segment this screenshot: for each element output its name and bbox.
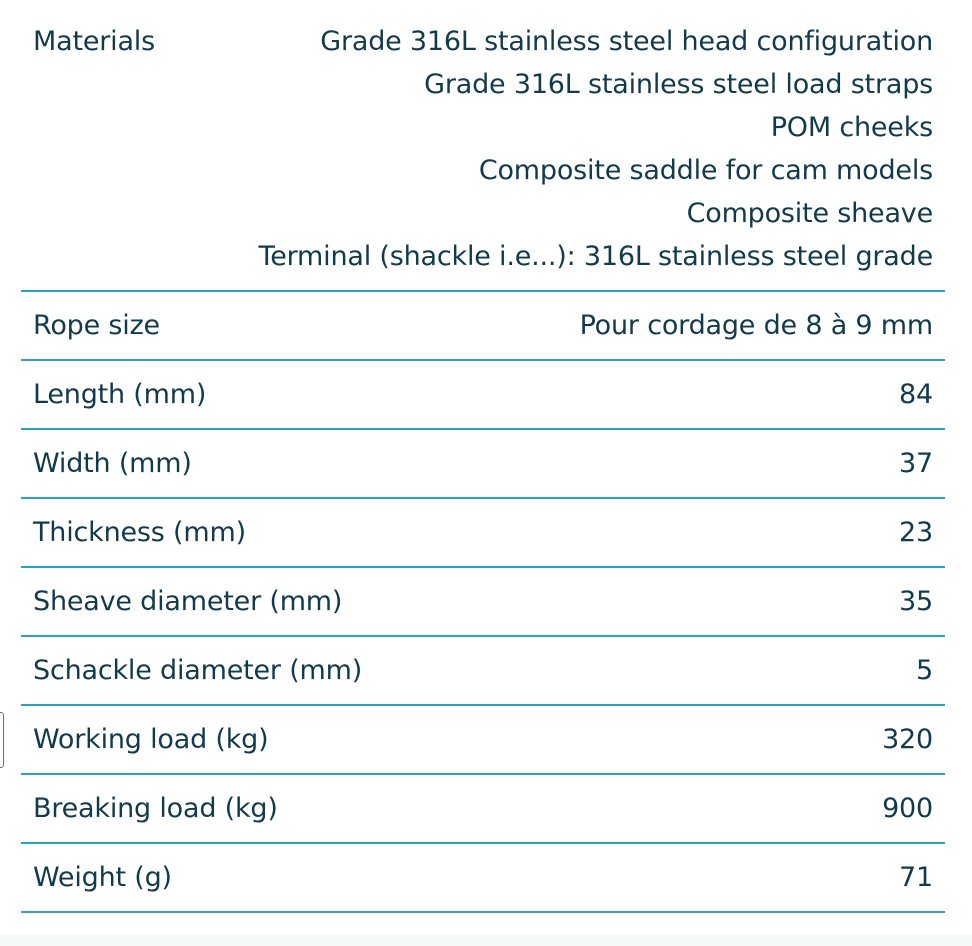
material-line: Composite sheave [686, 198, 933, 229]
material-line: Grade 316L stainless steel head configuration [320, 26, 933, 57]
material-line: Terminal (shackle i.e...): 316L stainless steel grade [258, 241, 933, 272]
spec-row-shackle-diameter [21, 637, 945, 706]
material-line: Grade 316L stainless steel load straps [424, 69, 933, 100]
spec-row-materials [21, 0, 945, 292]
spec-label: Weight (g) [33, 862, 172, 893]
spec-row-length [21, 361, 945, 430]
left-edge-tab[interactable] [0, 712, 4, 768]
spec-value: 23 [899, 517, 933, 548]
spec-value: 900 [882, 793, 933, 824]
spec-value: 84 [899, 379, 933, 410]
material-line: Composite saddle for cam models [478, 155, 933, 186]
spec-label: Working load (kg) [33, 724, 269, 755]
spec-row-width [21, 430, 945, 499]
spec-label: Schackle diameter (mm) [33, 655, 363, 686]
material-line: POM cheeks [770, 112, 933, 143]
page-footer-strip [0, 935, 972, 946]
specifications-table [21, 0, 945, 913]
spec-label: Sheave diameter (mm) [33, 586, 343, 617]
spec-value: 71 [899, 862, 933, 893]
materials-list [259, 20, 933, 278]
spec-value: 5 [916, 655, 933, 686]
spec-row-sheave-diameter [21, 568, 945, 637]
spec-label: Width (mm) [33, 448, 192, 479]
spec-value: 37 [899, 448, 933, 479]
spec-label-materials: Materials [33, 26, 155, 57]
spec-row-thickness [21, 499, 945, 568]
spec-row-breaking-load [21, 775, 945, 844]
spec-row-rope-size [21, 292, 945, 361]
spec-label: Rope size [33, 310, 160, 341]
spec-row-weight [21, 844, 945, 913]
spec-label: Breaking load (kg) [33, 793, 278, 824]
spec-value: 35 [899, 586, 933, 617]
spec-label: Thickness (mm) [33, 517, 246, 548]
spec-value: Pour cordage de 8 à 9 mm [579, 310, 933, 341]
spec-value: 320 [882, 724, 933, 755]
spec-label: Length (mm) [33, 379, 207, 410]
spec-row-working-load [21, 706, 945, 775]
